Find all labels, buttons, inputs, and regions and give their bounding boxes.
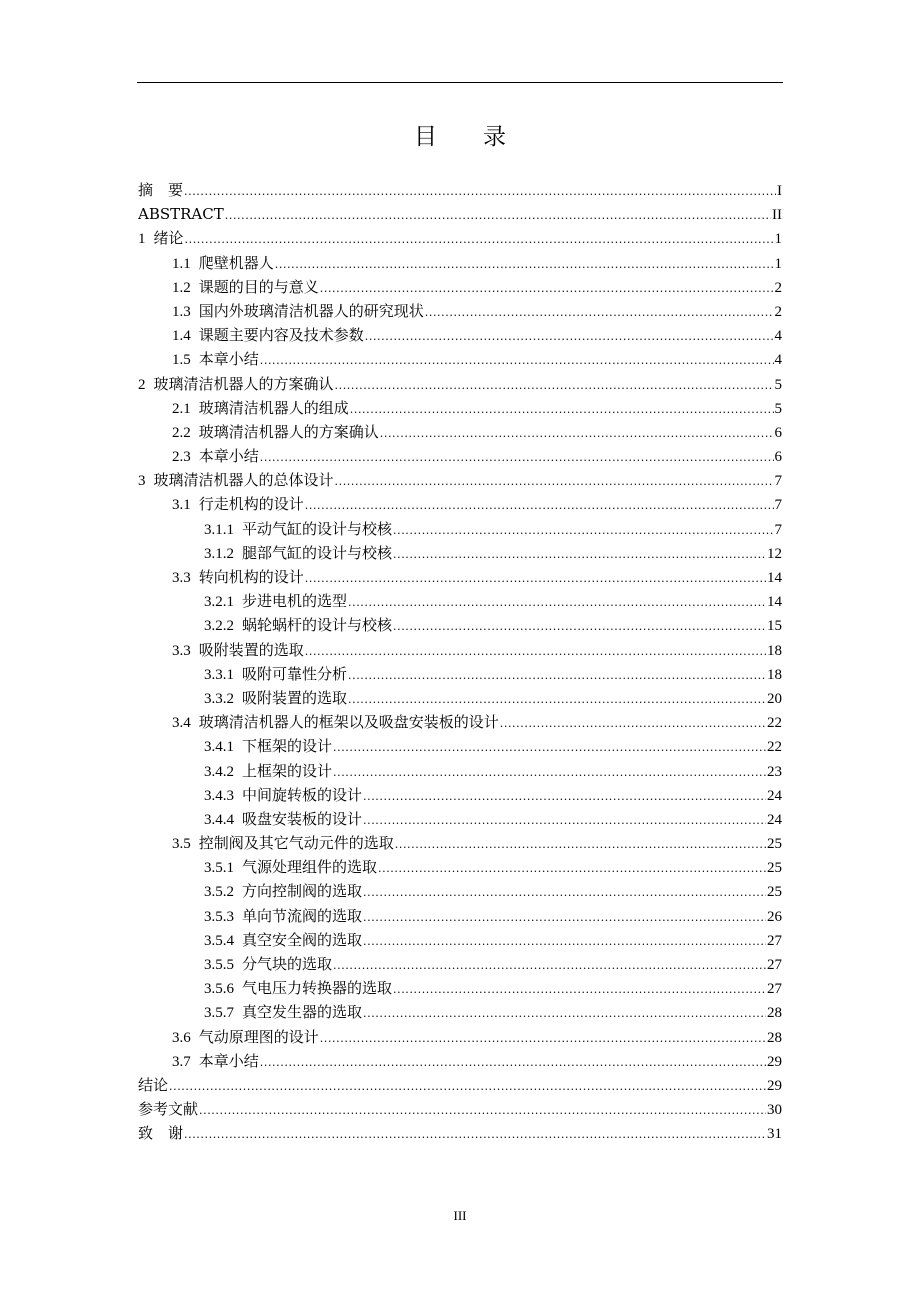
toc-dot-leader [169,1075,766,1097]
toc-entry[interactable] [138,855,782,879]
toc-entry-title: 国内外玻璃清洁机器人的研究现状 [198,301,424,320]
toc-entry[interactable] [138,178,782,202]
toc-dot-leader [363,785,766,807]
toc-entry-page: 4 [774,328,782,345]
toc-entry-number: 3.5 [172,836,191,853]
toc-dot-leader [348,591,766,613]
toc-entry-title: 玻璃清洁机器人的方案确认 [153,374,334,393]
toc-entry[interactable] [138,879,782,903]
toc-entry-title: 玻璃清洁机器人的总体设计 [153,471,334,490]
toc-entry-page: 20 [767,690,782,707]
toc-entry-page: 22 [767,715,782,732]
toc-entry-number: 3.5.1 [204,860,234,877]
toc-entry-page: 18 [767,666,782,683]
toc-entry-page: 29 [767,1053,782,1070]
toc-entry[interactable] [138,976,782,1000]
toc-entry[interactable] [138,686,782,710]
toc-entry-number: 3.1.1 [204,521,234,538]
toc-entry-page: 26 [767,908,782,925]
toc-entry-page: 5 [774,400,782,417]
toc-dot-leader [348,664,766,686]
toc-entry-title: 中间旋转板的设计 [242,785,363,804]
toc-entry[interactable] [138,904,782,928]
toc-entry[interactable] [138,928,782,952]
toc-dot-leader [378,857,766,879]
toc-entry-title: 气动原理图的设计 [198,1027,319,1046]
toc-entry[interactable] [138,347,782,371]
toc-entry[interactable] [138,420,782,444]
toc-entry[interactable] [138,1097,782,1121]
toc-entry-number: 1.4 [172,328,191,345]
toc-entry-page: 2 [774,279,782,296]
toc-entry[interactable] [138,226,782,250]
toc-entry[interactable] [138,638,782,662]
toc-entry-title: 真空安全阀的选取 [242,930,363,949]
toc-dot-leader [335,374,774,396]
toc-entry-number: 3.5.3 [204,908,234,925]
toc-entry-number: 1 [138,231,146,248]
toc-entry-number: 3.5.7 [204,1005,234,1022]
toc-entry-page: 6 [774,449,782,466]
toc-entry-page: 14 [767,570,782,586]
toc-dot-leader [393,615,766,637]
toc-dot-leader [260,349,774,371]
toc-entry[interactable] [138,468,782,492]
toc-entry[interactable] [138,1121,782,1145]
toc-entry-title: 课题的目的与意义 [198,277,319,296]
toc-entry[interactable] [138,323,782,347]
toc-entry-title: 玻璃清洁机器人的框架以及吸盘安装板的设计 [198,713,499,732]
toc-entry-title: 玻璃清洁机器人的组成 [198,398,349,417]
toc-entry-number: 3.3.2 [204,690,234,707]
toc-entry-number: 2.2 [172,424,191,441]
toc-entry[interactable] [138,444,782,468]
toc-entry-page: 4 [774,352,782,369]
toc-entry-page: 27 [767,957,782,973]
toc-entry-title: 气源处理组件的选取 [242,858,378,877]
toc-dot-leader [333,761,766,783]
toc-entry[interactable] [138,492,782,516]
toc-dot-leader [260,1051,766,1073]
toc-dot-leader [199,1099,766,1121]
toc-entry-title: 控制阀及其它气动元件的选取 [198,834,394,853]
toc-entry-title: 单向节流阀的选取 [242,906,363,925]
toc-entry-title: 腿部气缸的设计与校核 [242,543,393,562]
toc-entry-page: 30 [767,1102,782,1119]
toc-dot-leader [393,978,766,1000]
toc-entry-page: I [777,183,782,199]
toc-dot-leader [275,253,774,275]
toc-entry[interactable] [138,710,782,734]
toc-dot-leader [335,470,774,492]
toc-entry-title: 参考文献 [138,1100,199,1119]
toc-dot-leader [363,930,766,952]
toc-entry-number: 3.5.5 [204,957,234,973]
toc-entry-number: 3.2.2 [204,618,234,635]
toc-entry-page: 1 [774,231,782,248]
toc-dot-leader [350,398,774,420]
toc-entry[interactable] [138,589,782,613]
toc-dot-leader [363,809,766,831]
toc-entry-page: 7 [774,497,782,514]
toc-entry-number: 3.5.2 [204,884,234,901]
toc-entry-number: 1.2 [172,279,191,296]
toc-entry-page: 28 [767,1029,782,1046]
toc-entry-page: 18 [767,642,782,659]
toc-entry-title: 本章小结 [198,1051,259,1070]
toc-entry[interactable] [138,783,782,807]
toc-dot-leader [305,494,774,516]
toc-entry-title: 行走机构的设计 [198,495,304,514]
toc-entry-title: 课题主要内容及技术参数 [198,326,364,345]
toc-dot-leader [260,446,774,468]
toc-entry-page: 2 [774,303,782,320]
toc-entry-title: 转向机构的设计 [198,568,304,586]
toc-entry[interactable] [138,202,782,226]
toc-dot-leader [184,1123,766,1145]
toc-entry-number: 3.3 [172,570,191,586]
toc-entry-title: 绪论 [153,229,184,248]
toc-entry-page: 27 [767,981,782,998]
toc-entry-title: ABSTRACT [138,205,224,224]
toc-entry-number: 3.4 [172,715,191,732]
toc-entry[interactable] [138,952,782,976]
toc-entry-number: 3.5.4 [204,932,234,949]
toc-entry-page: 29 [767,1077,782,1094]
page-number: III [453,1208,467,1223]
toc-entry-number: 2.1 [172,400,191,417]
toc-entry-page: 5 [774,376,782,393]
toc-entry[interactable] [138,565,782,589]
toc-entry-number: 3.4.4 [204,811,234,828]
toc-entry-title: 本章小结 [198,447,259,466]
toc-dot-leader [395,833,766,855]
toc-entry-page: 7 [774,521,782,538]
toc-entry-page: 14 [767,594,782,611]
toc-dot-leader [393,543,766,565]
toc-entry-number: 1.3 [172,303,191,320]
toc-entry-number: 3.3.1 [204,666,234,683]
toc-entry-title: 下框架的设计 [242,737,333,756]
toc-entry-number: 3.4.3 [204,787,234,804]
toc-entry-title: 步进电机的选型 [242,592,348,611]
toc-entry-page: 28 [767,1005,782,1022]
toc-entry-page: 15 [767,618,782,635]
toc-entry-title: 吸附装置的选取 [242,688,348,707]
toc-entry-title: 玻璃清洁机器人的方案确认 [198,422,379,441]
toc-dot-leader [365,325,774,347]
toc-entry-title: 蜗轮蜗杆的设计与校核 [242,616,393,635]
title-char-2: 录 [483,124,506,150]
toc-dot-leader [425,301,774,323]
toc-entry-page: 22 [767,739,782,756]
toc-entry-number: 1.1 [172,255,191,272]
toc-dot-leader [363,881,766,903]
toc-dot-leader [393,519,773,541]
header-rule [137,82,783,83]
toc-entry-number: 3.4.1 [204,739,234,756]
toc-entry-title: 平动气缸的设计与校核 [242,519,393,538]
toc-entry[interactable] [138,1073,782,1097]
toc-dot-leader [184,180,776,202]
toc-dot-leader [305,640,766,662]
toc-entry-page: 24 [767,811,782,828]
toc-entry[interactable] [138,251,782,275]
toc-dot-leader [225,204,771,226]
toc-dot-leader [185,228,774,250]
toc-dot-leader [333,954,766,976]
toc-entry-title: 吸附装置的选取 [198,640,304,659]
toc-entry-title: 摘 要 [138,181,184,199]
toc-dot-leader [380,422,774,444]
toc-entry-number: 3 [138,473,146,490]
toc-entry-title: 方向控制阀的选取 [242,882,363,901]
toc-dot-leader [305,567,766,589]
toc-entry[interactable] [138,372,782,396]
toc-entry[interactable] [138,541,782,565]
toc-entry-title: 吸盘安装板的设计 [242,809,363,828]
toc-dot-leader [333,736,766,758]
toc-entry-title: 爬壁机器人 [198,253,274,272]
toc-entry[interactable] [138,662,782,686]
table-of-contents [138,178,782,1146]
toc-entry-title: 致 谢 [138,1124,184,1143]
toc-entry-number: 3.1 [172,497,191,514]
toc-entry-page: 27 [767,932,782,949]
toc-entry-page: 24 [767,787,782,804]
toc-entry-number: 3.7 [172,1053,191,1070]
toc-dot-leader [320,1027,766,1049]
toc-entry-title: 结论 [138,1075,169,1094]
toc-entry[interactable] [138,396,782,420]
toc-entry[interactable] [138,613,782,637]
toc-entry[interactable] [138,807,782,831]
toc-dot-leader [500,712,766,734]
toc-entry-page: 23 [767,763,782,780]
toc-entry-page: 31 [767,1126,782,1143]
toc-dot-leader [348,688,766,710]
toc-entry-number: 3.5.6 [204,981,234,998]
toc-entry-page: 25 [767,836,782,853]
toc-dot-leader [320,277,774,299]
toc-dot-leader [363,1002,766,1024]
toc-entry-page: 25 [767,860,782,877]
toc-entry[interactable] [138,831,782,855]
toc-entry-number: 3.1.2 [204,545,234,562]
toc-entry-number: 3.6 [172,1029,191,1046]
toc-entry[interactable] [138,1025,782,1049]
toc-entry[interactable] [138,517,782,541]
toc-entry-number: 2 [138,376,146,393]
toc-entry-title: 分气块的选取 [242,955,333,973]
toc-entry-number: 1.5 [172,352,191,369]
toc-entry-page: 7 [774,473,782,490]
title-char-1: 目 [414,124,437,150]
toc-entry[interactable] [138,275,782,299]
toc-entry[interactable] [138,734,782,758]
toc-entry-number: 3.2.1 [204,594,234,611]
toc-entry-page: 25 [767,884,782,901]
toc-entry-title: 吸附可靠性分析 [242,664,348,683]
page-title [0,118,920,151]
toc-entry-page: II [772,207,782,224]
toc-entry-title: 气电压力转换器的选取 [242,979,393,998]
toc-entry[interactable] [138,1000,782,1024]
toc-dot-leader [363,906,766,928]
toc-entry-page: 1 [774,255,782,272]
toc-entry-page: 6 [774,424,782,441]
toc-entry[interactable] [138,1049,782,1073]
toc-entry-number: 3.3 [172,642,191,659]
toc-entry-title: 本章小结 [198,350,259,369]
toc-entry-number: 2.3 [172,449,191,466]
toc-entry[interactable] [138,759,782,783]
toc-entry-page: 12 [767,545,782,562]
toc-entry-title: 真空发生器的选取 [242,1003,363,1022]
toc-entry[interactable] [138,299,782,323]
toc-entry-title: 上框架的设计 [242,761,333,780]
toc-entry-number: 3.4.2 [204,763,234,780]
